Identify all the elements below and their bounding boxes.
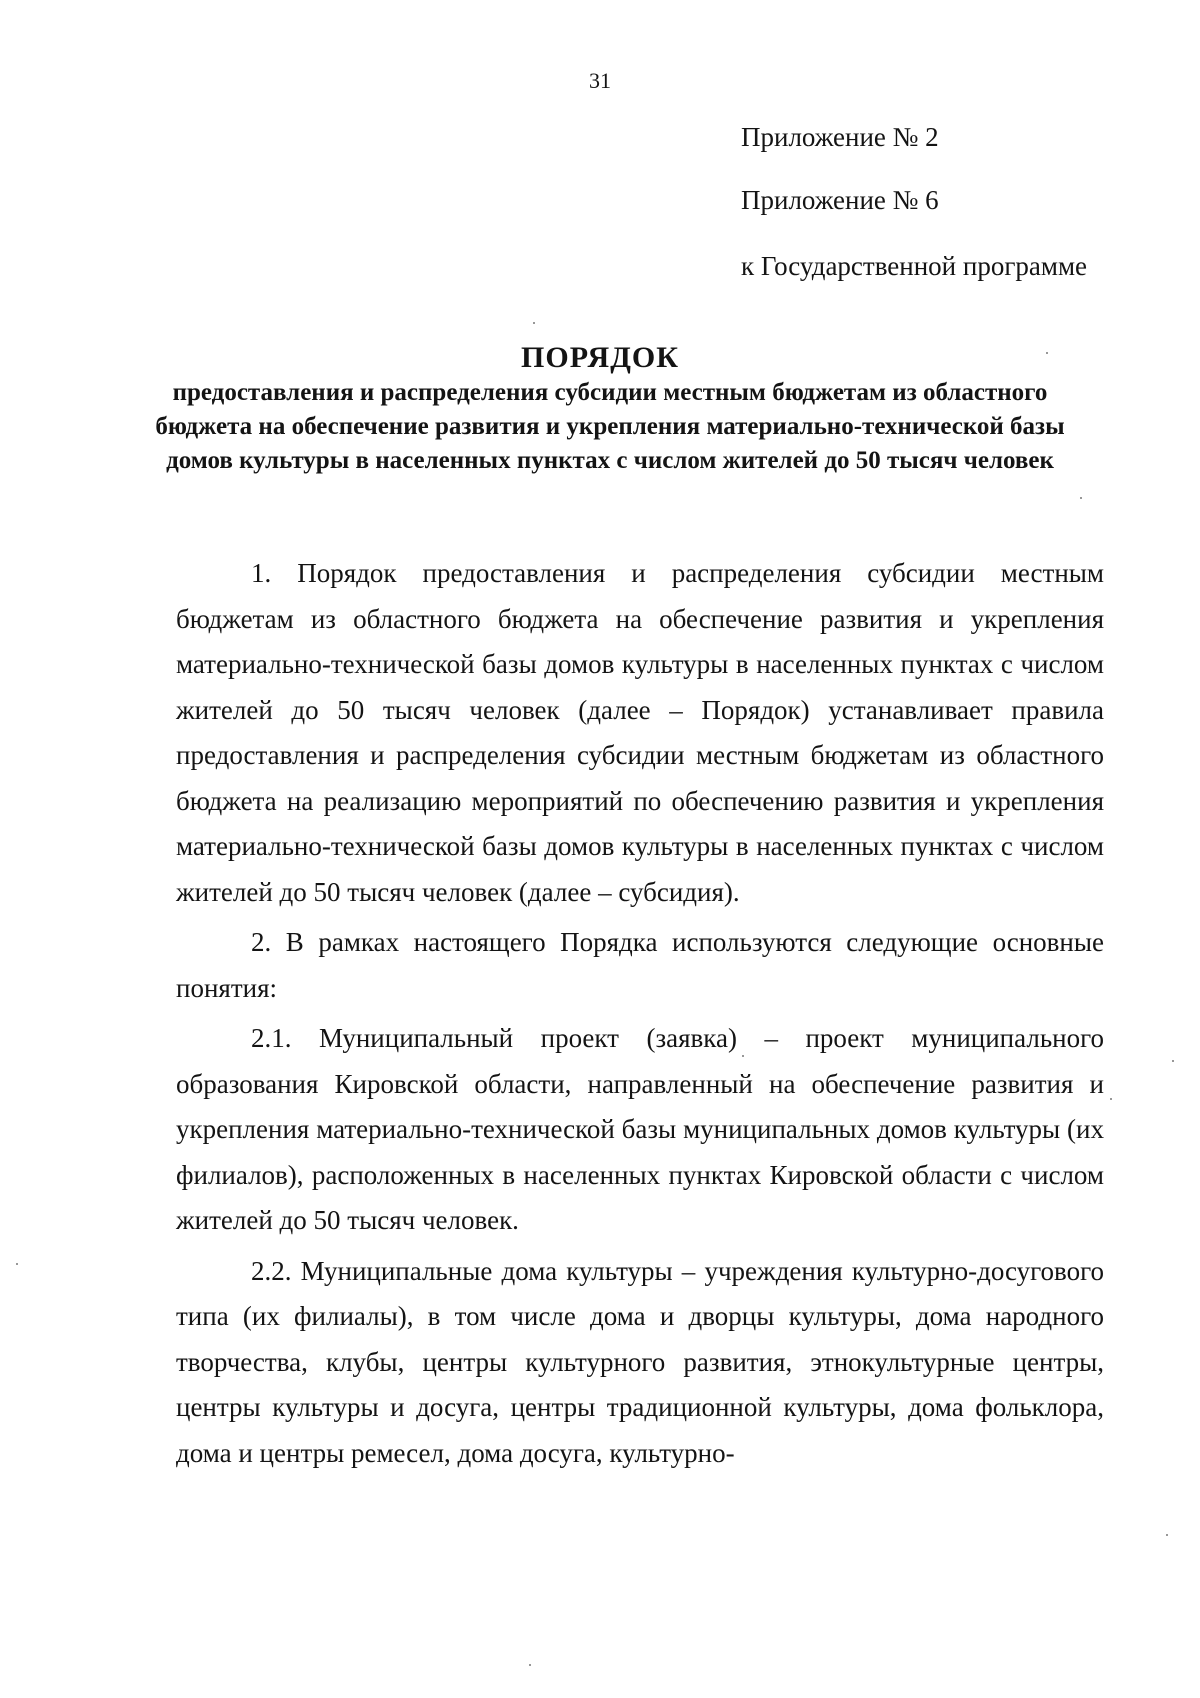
scan-speck [742,1055,744,1057]
paragraph-2-1: 2.1. Муниципальный проект (заявка) – проект муниципального образования Кировской области, направленный на обеспечение развития и укрепления материально-технической базы муниципальных домов культуры (их филиалов), расположенных в населенных пунктах Кировской области с числом жителей до 50 тысяч человек. [176,1023,1104,1235]
title-block [0,340,1200,478]
document-title: ПОРЯДОК [521,341,679,374]
document-subtitle: предоставления и распределения субсидии местным бюджетам из областного бюджета на обеспечение развития и укрепления материально-технической базы домов культуры в населенных пунктах с числом жителей до 50 тысяч человек [155,379,1065,474]
appendix-2-label: Приложение № 2 [741,122,939,152]
paragraph-2-2: 2.2. Муниципальные дома культуры – учреждения культурно-досугового типа (их филиалы), в том числе дома и дворцы культуры, дома народного творчества, клубы, центры культурного развития, этнокультурные центры, центры культуры и досуга, центры традиционной культуры, дома фольклора, дома и центры ремесел, дома досуга, культурно- [176,1255,1104,1468]
paragraph-1: 1. Порядок предоставления и распределения субсидии местным бюджетам из областного бюджета на обеспечение развития и укрепления материально-технической базы домов культуры в населенных пунктах с числом жителей до 50 тысяч человек (далее – Порядок) устанавливает правила предоставления и распределения субсидии местным бюджетам из областного бюджета на реализацию мероприятий по обеспечению развития и укрепления материально-технической базы домов культуры в населенных пунктах с числом жителей до 50 тысяч человек (далее – субсидия). [176,558,1104,907]
scan-speck [1110,1098,1112,1100]
appendix-6-label: Приложение № 6 [741,185,939,215]
paragraph-2: 2. В рамках настоящего Порядка используются следующие основные понятия: [176,927,1104,1003]
scan-speck [1046,352,1048,354]
scan-speck [529,1664,531,1666]
document-body [176,551,1104,1476]
scan-speck [1080,497,1082,499]
scan-speck [1166,1534,1168,1536]
state-program-label: к Государственной программе [741,251,1088,281]
scan-speck [16,1263,18,1265]
page-number: 31 [589,68,611,93]
scan-speck [533,322,535,324]
scan-speck [1172,1060,1174,1062]
